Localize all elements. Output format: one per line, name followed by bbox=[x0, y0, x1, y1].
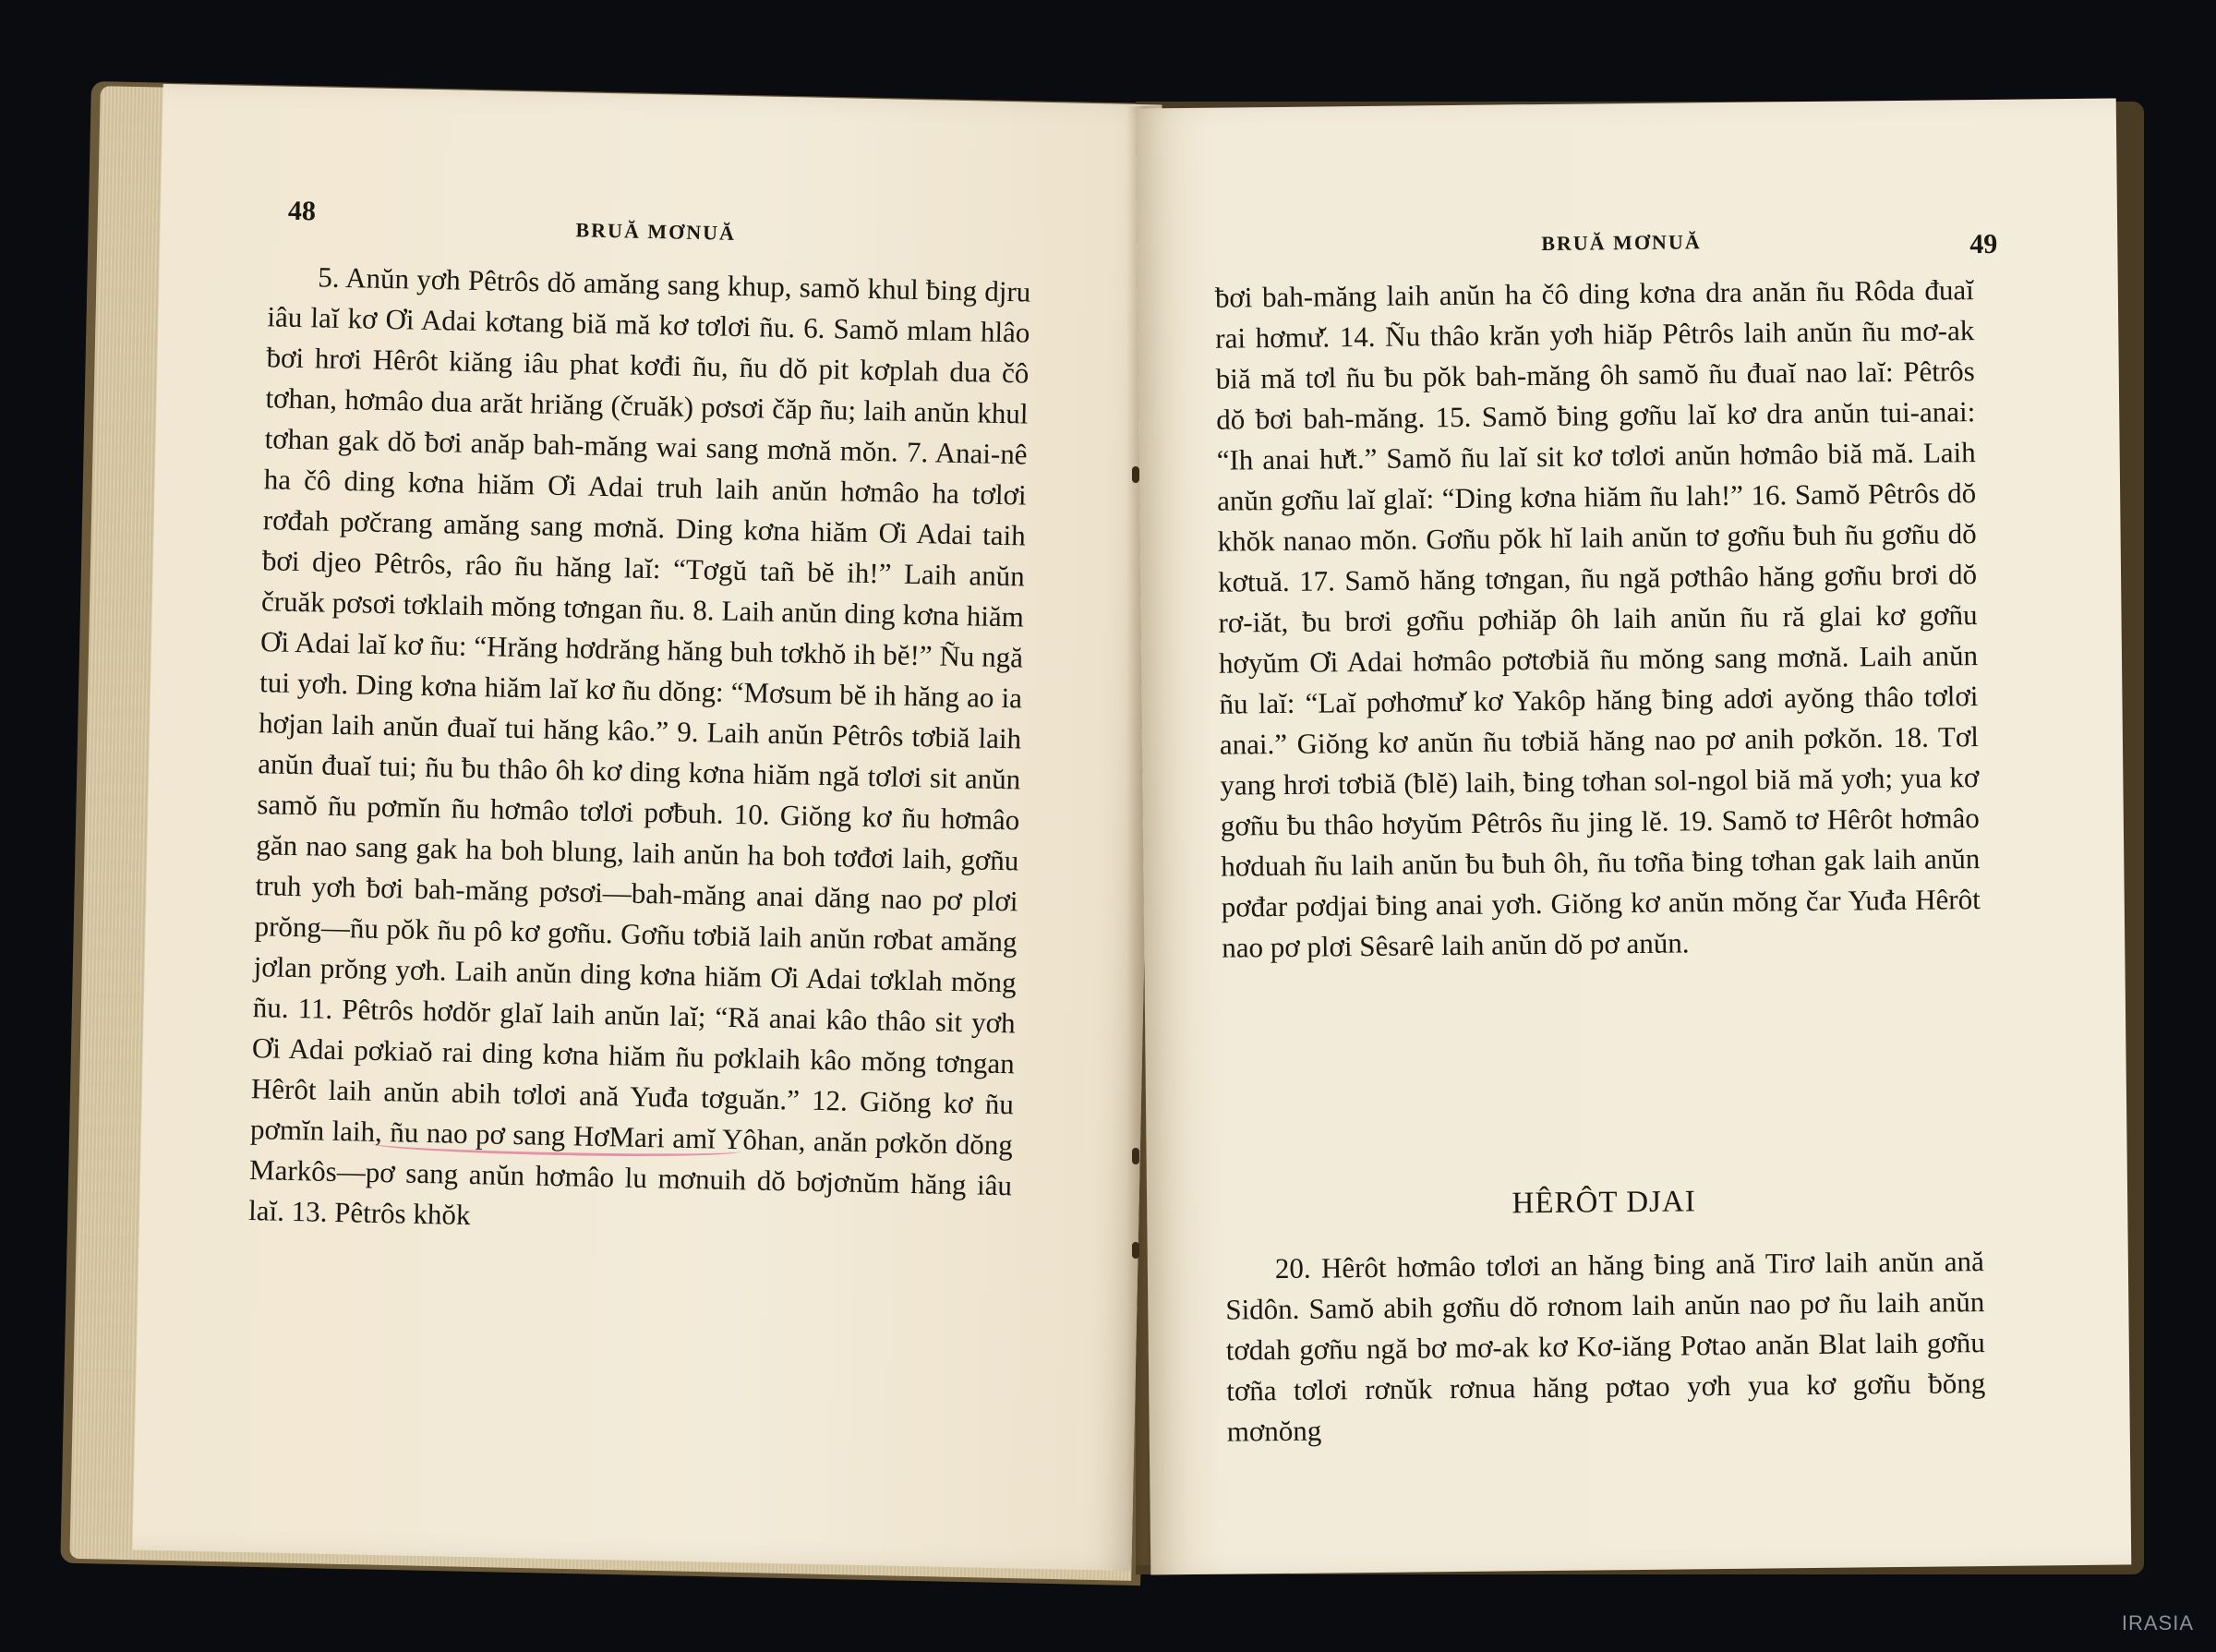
binding-stitch bbox=[1132, 466, 1139, 483]
left-paragraph: 5. Anŭn yơh Pêtrôs dŏ amăng sang khup, samŏ khul ƀing djru iâu laĭ kơ Ơi Adai kơtang biă mă kơ tơlơi ñu. 6. Samŏ mlam hlâo ƀơi hrơi Hêrôt kiăng iâu phat kơđi ñu, ñu dŏ pit kơplah dua čô tơhan, hơmâo dua arăt hriăng (čruăk) pơsơi čăp ñu; laih anŭn khul tơhan gak dŏ ƀơi anăp bah-măng wai sang mơnă mŏn. 7. Anai-nê ha čô ding kơna hiăm Ơi Adai truh laih anŭn hơmâo ha tơlơi rơđah pơčrang amăng sang mơnă. Ding kơna hiăm Ơi Adai taih ƀơi djeo Pêtrôs, râo ñu hăng laĭ: “Tơgŭ tañ bĕ ih!” Laih anŭn čruăk pơsơi tơklaih mŏng tơngan ñu. 8. Laih anŭn ding kơna hiăm Ơi Adai laĭ kơ ñu: “Hrăng hơdrăng hăng buh tơkhŏ ih bĕ!” Ñu ngă tui yơh. Ding kơna hiăm laĭ kơ ñu dŏng: “Mơsum bĕ ih hăng ao ia hơjan laih anŭn đuaĭ tui hăng kâo.” 9. Laih anŭn Pêtrôs tơbiă laih anŭn đuaĭ tui; ñu ƀu thâo ôh kơ ding kơna hiăm ngă tơlơi sit anŭn samŏ ñu pơmĭn ñu hơmâo tơlơi pơƀuh. 10. Giŏng kơ ñu hơmâo găn nao sang gak ha boh blung, laih anŭn ha boh tơđơi laih, gơñu truh yơh ƀơi bah-măng pơsơi—bah-măng anai dăng nao pơ plơi prŏng—ñu pŏk ñu pô kơ gơñu. Gơñu tơbiă laih anŭn rơbat amăng jơlan prŏng yơh. Laih anŭn ding kơna hiăm Ơi Adai tơklah mŏng ñu. 11. Pêtrôs hơdŏr glaĭ laih anŭn laĭ; “Ră anai kâo thâo sit yơh Ơi Adai pơkiaŏ rai ding kơna hiăm ñu pơklaih kâo mŏng tơngan Hêrôt laih anŭn abih tơlơi ană Yuđa tơguăn.” 12. Giŏng kơ ñu pơmĭn laih, ñu nao pơ sang HơMari amĭ Yôhan, anăn pơkŏn dŏng Markôs—pơ sang anŭn hơmâo lu mơnuih dŏ bơjơnŭm hăng iâu laĭ. 13. Pêtrôs khŏk bbox=[247, 260, 1031, 1232]
section-heading: HÊRÔT DJAI bbox=[1511, 1185, 1696, 1221]
right-page bbox=[1136, 98, 2132, 1574]
running-head-right: BRUĂ MƠNUĂ bbox=[1541, 230, 1702, 256]
binding-stitch bbox=[1132, 1148, 1139, 1164]
right-paragraph: ƀơi bah-măng laih anŭn ha čô ding kơna dra anăn ñu Rôda đuaĭ rai hơmư̆. 14. Ñu thâo krăn yơh hiăp Pêtrôs laih anŭn ñu mơ-ak biă mă tơl ñu ƀu pŏk bah-măng ôh samŏ ñu đuaĭ nao laĭ: Pêtrôs dŏ ƀơi bah-măng. 15. Samŏ ƀing gơñu laĭ kơ dra anŭn tui-anai: “Ih anai hư̆t.” Samŏ ñu laĭ sit kơ tơlơi anŭn hơmâo biă mă. Laih anŭn gơñu laĭ glaĭ: “Ding kơna hiăm ñu lah!” 16. Samŏ Pêtrôs dŏ khŏk nanao mŏn. Gơñu pŏk hĭ laih anŭn tơ gơñu ƀuh ñu gơñu dŏ kơtuă. 17. Samŏ hăng tơngan, ñu ngă pơthâo hăng gơñu brơi dŏ rơ-iăt, ƀu brơi gơñu pơhiăp ôh laih anŭn ñu ră glai kơ gơñu hơyŭm Ơi Adai hơmâo pơtơbiă ñu mŏng sang mơnă. Laih anŭn ñu laĭ: “Laĭ pơhơmư̆ kơ Yakôp hăng ƀing adơi ayŏng thâo tơlơi anai.” Giŏng kơ anŭn ñu tơbiă hăng nao pơ anih pơkŏn. 18. Tơl yang hrơi tơbiă (ƀlĕ) laih, ƀing tơhan sol-ngol biă mă yơh; yua kơ gơñu ƀu thâo hơyŭm Pêtrôs ñu jing lĕ. 19. Samŏ tơ Hêrôt hơmâo hơduah ñu laih anŭn ƀu ƀuh ôh, ñu tơña ƀing tơhan gak laih anŭn pơđar pơdjai ƀing anai yơh. Giŏng kơ anŭn mŏng čar Yuđa Hêrôt nao pơ plơi Sêsarê laih anŭn dŏ pơ anŭn. bbox=[1214, 273, 1981, 964]
right-page-body bbox=[1215, 270, 1981, 969]
left-page bbox=[132, 84, 1162, 1571]
watermark: IRASIA bbox=[2121, 1611, 2194, 1634]
binding-stitch bbox=[1132, 1242, 1139, 1259]
section-paragraph: 20. Hêrôt hơmâo tơlơi an hăng ƀing ană Tirơ laih anŭn ană Sidôn. Samŏ abih gơñu dŏ rơnom laih anŭn nao pơ ñu laih anŭn tơdah gơñu ngă bơ mơ-ak kơ Kơ-iăng Pơtao anăn Blat laih gơñu tơña tơlơi rơnŭk rơnua hăng pơtao yơh yua kơ gơñu ƀŏng mơnŏng bbox=[1225, 1245, 1986, 1448]
running-head-left: BRUĂ MƠNUĂ bbox=[575, 218, 737, 245]
section-body bbox=[1225, 1241, 1986, 1453]
page-number-right: 49 bbox=[1969, 228, 1998, 260]
left-page-body bbox=[248, 256, 1031, 1247]
page-number-left: 48 bbox=[287, 195, 317, 227]
